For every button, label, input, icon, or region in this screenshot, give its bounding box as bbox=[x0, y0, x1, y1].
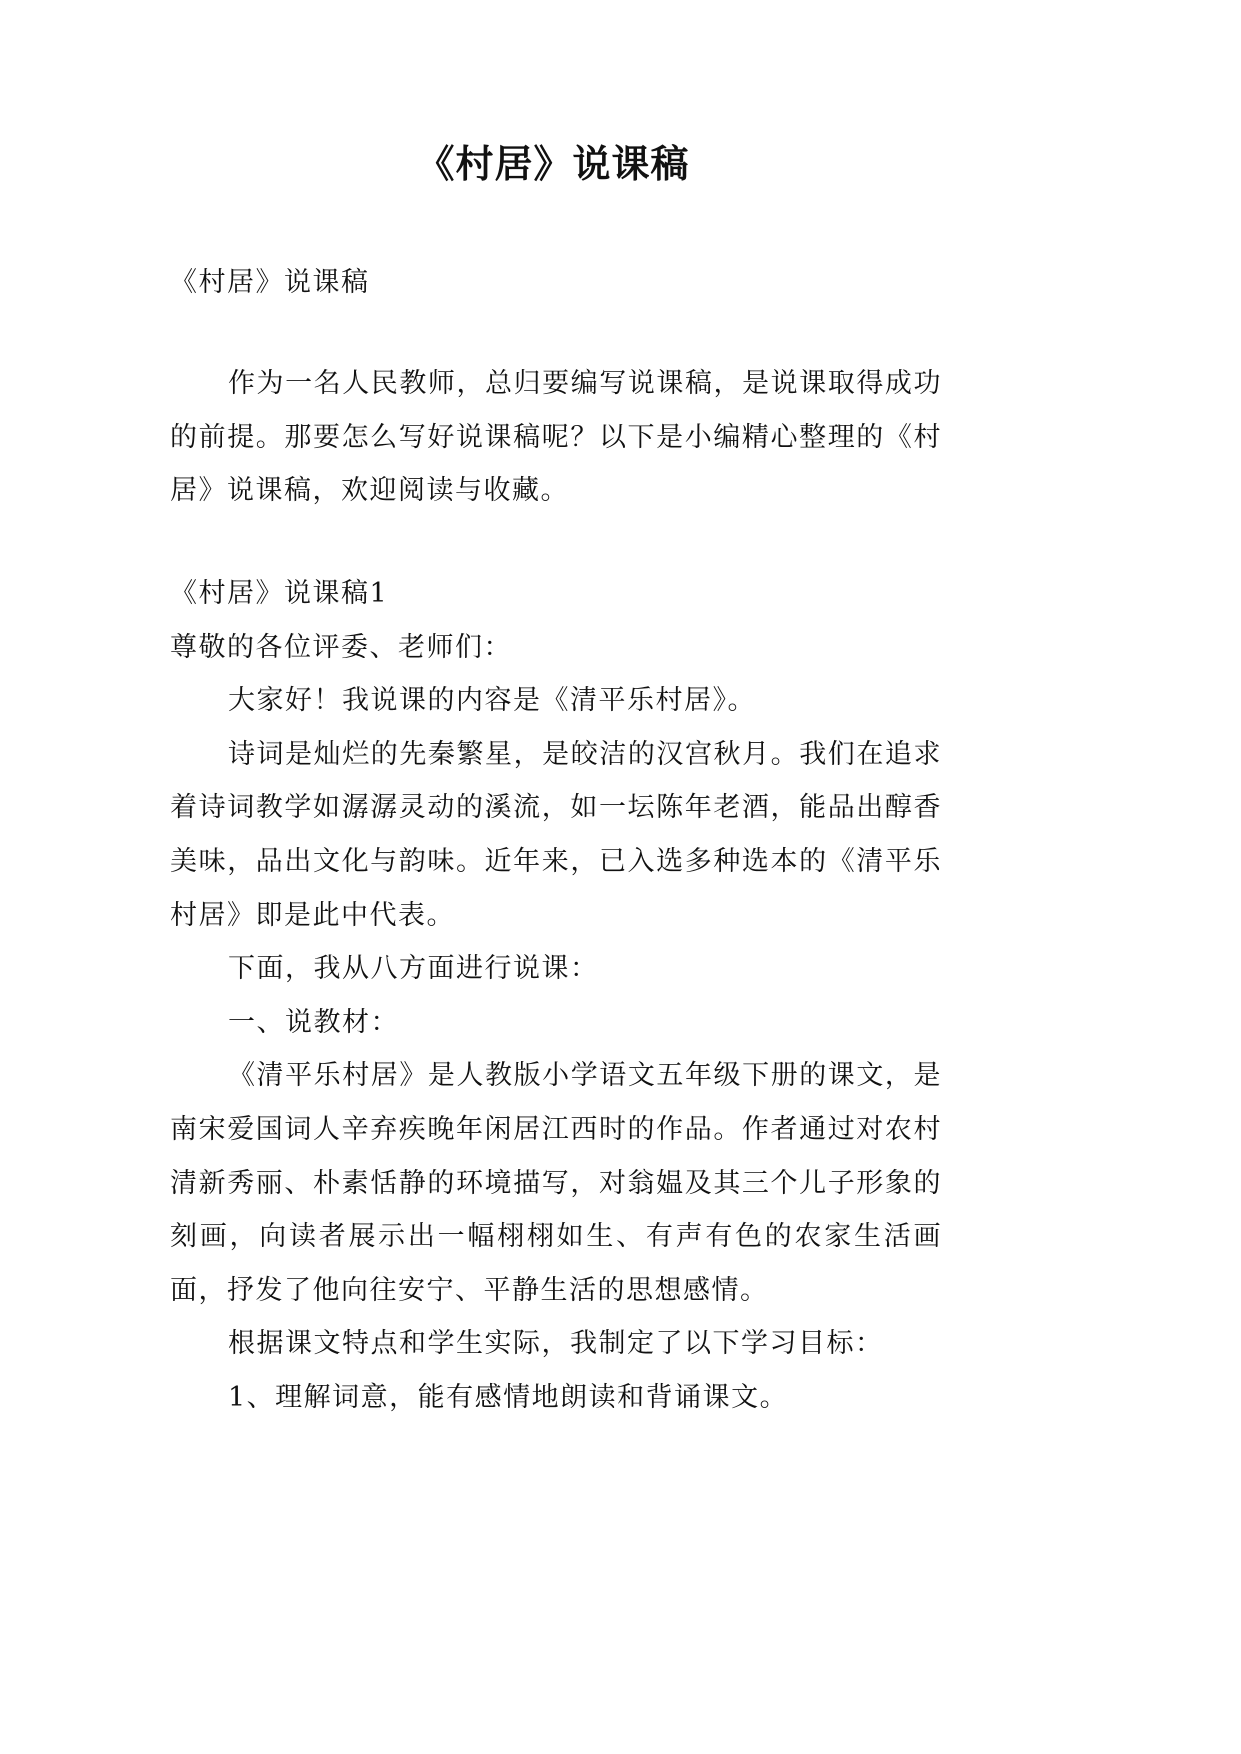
document-subtitle: 《村居》说课稿 bbox=[170, 267, 370, 298]
document-body bbox=[170, 567, 942, 1425]
body-paragraph: 一、说教材： bbox=[228, 1006, 399, 1038]
greeting-line: 尊敬的各位评委、老师们： bbox=[170, 631, 512, 663]
body-paragraph: 《清平乐村居》是人教版小学语文五年级下册的课文，是南宋爱国词人辛弃疾晚年闲居江西时的作品。作者通过对农村清新秀丽、朴素恬静的环境描写，对翁媪及其三个儿子形象的刻画，向读者展示出一幅栩栩如生、有声有色的农家生活画面，抒发了他向往安宁、平静生活的思想感情。 bbox=[170, 1060, 942, 1306]
body-paragraph: 根据课文特点和学生实际，我制定了以下学习目标： bbox=[228, 1328, 884, 1360]
body-paragraph: 诗词是灿烂的先秦繁星，是皎洁的汉宫秋月。我们在追求着诗词教学如潺潺灵动的溪流，如一坛陈年老酒，能品出醇香美味，品出文化与韵味。近年来，已入选多种选本的《清平乐村居》即是此中代表。 bbox=[170, 738, 942, 931]
body-paragraph: 1、理解词意，能有感情地朗读和背诵课文。 bbox=[228, 1381, 789, 1413]
section-heading: 《村居》说课稿1 bbox=[170, 578, 389, 609]
intro-paragraph: 作为一名人民教师，总归要编写说课稿，是说课取得成功的前提。那要怎么写好说课稿呢？以下是小编精心整理的《村居》说课稿，欢迎阅读与收藏。 bbox=[170, 368, 942, 507]
body-paragraph: 下面，我从八方面进行说课： bbox=[228, 953, 599, 985]
document-title: 《村居》说课稿 bbox=[416, 141, 690, 186]
body-paragraph: 大家好！我说课的内容是《清平乐村居》。 bbox=[228, 685, 756, 717]
